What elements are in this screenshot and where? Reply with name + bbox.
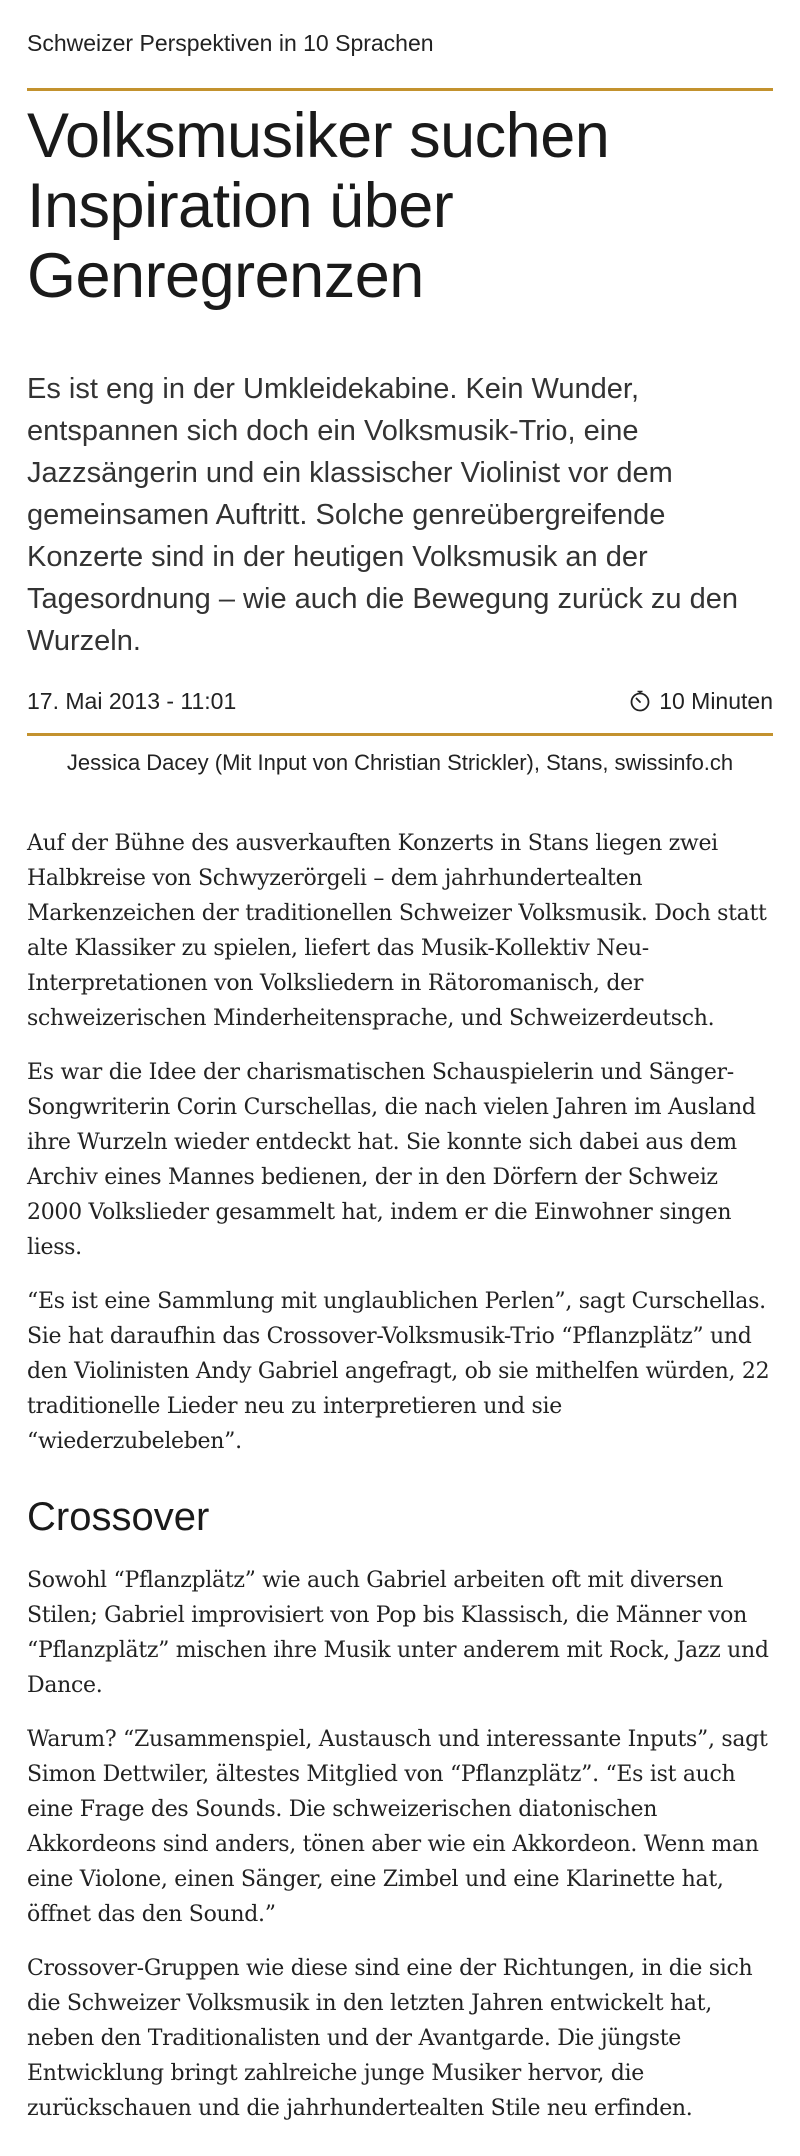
body-paragraph: Sowohl “Pflanzplätz” wie auch Gabriel arbeiten oft mit diversen Stilen; Gabriel improvisiert von Pop bis Klassisch, die Männer von “Pflanzplätz” mischen ihre Musik unter anderem mit Rock, Jazz und Dance. [27, 1568, 769, 1698]
publish-date: 17. Mai 2013 - 11:01 [27, 687, 237, 714]
article-body [27, 826, 773, 2126]
body-paragraph: Crossover-Gruppen wie diese sind eine der Richtungen, in die sich die Schweizer Volksmusik in den letzten Jahren entwickelt hat, neben den Traditionalisten und der Avantgarde. Die jüngste Entwicklung bringt zahlreiche junge Musiker hervor, die zurückschauen und die jahrhundertealten Stile neu erfinden. [27, 1956, 753, 2121]
title-divider [27, 88, 773, 91]
reading-time [629, 688, 773, 715]
body-paragraph: Warum? “Zusammenspiel, Austausch und interessante Inputs”, sagt Simon Dettwiler, ältestes Mitglied von “Pflanzplätz”. “Es ist auch eine Frage des Sounds. Die schweizerischen diatonischen Akkordeons sind anders, tönen aber wie ein Akkordeon. Wenn man eine Violone, einen Sänger, eine Zimbel und eine Klarinette hat, öffnet das den Sound.” [27, 1727, 768, 1927]
body-paragraph: Auf der Bühne des ausverkauften Konzerts in Stans liegen zwei Halbkreise von Schwyzerörgeli – dem jahrhundertealten Markenzeichen der traditionellen Schweizer Volksmusik. Doch statt alte Klassiker zu spielen, liefert das Musik-Kollektiv Neu-Interpretationen von Volksliedern in Rätoromanisch, der schweizerischen Minderheitensprache, und Schweizerdeutsch. [27, 831, 767, 1031]
section-heading: Crossover [27, 1495, 210, 1539]
article-title: Volksmusiker suchen Inspiration über Genregrenzen [27, 101, 610, 311]
timer-icon [629, 690, 651, 712]
body-paragraph: “Es ist eine Sammlung mit unglaublichen Perlen”, sagt Curschellas. Sie hat daraufhin das Crossover-Volksmusik-Trio “Pflanzplätz” und den Violinisten Andy Gabriel angefragt, ob sie mithelfen würden, 22 traditionelle Lieder neu zu interpretieren und sie “wiederzubeleben”. [27, 1289, 770, 1454]
article-author: Jessica Dacey (Mit Input von Christian Strickler), Stans, swissinfo.ch [66, 750, 734, 775]
article-meta [27, 684, 773, 718]
body-paragraph: Es war die Idee der charismatischen Schauspielerin und Sänger-Songwriterin Corin Curschellas, die nach vielen Jahren im Ausland ihre Wurzeln wieder entdeckt hat. Sie konnte sich dabei aus dem Archiv eines Mannes bedienen, der in den Dörfern der Schweiz 2000 Volkslieder gesammelt hat, indem er die Einwohner singen liess. [27, 1060, 756, 1260]
meta-divider [27, 733, 773, 736]
reading-time-label: 10 Minuten [659, 687, 773, 714]
site-tagline[interactable]: Schweizer Perspektiven in 10 Sprachen [27, 30, 434, 56]
article-lead: Es ist eng in der Umkleidekabine. Kein Wunder, entspannen sich doch ein Volksmusik-Trio, eine Jazzsängerin und ein klassischer Violinist vor dem gemeinsamen Auftritt. Solche genreübergreifende Konzerte sind in der heutigen Volksmusik an der Tagesordnung – wie auch die Bewegung zurück zu den Wurzeln. [27, 373, 738, 657]
